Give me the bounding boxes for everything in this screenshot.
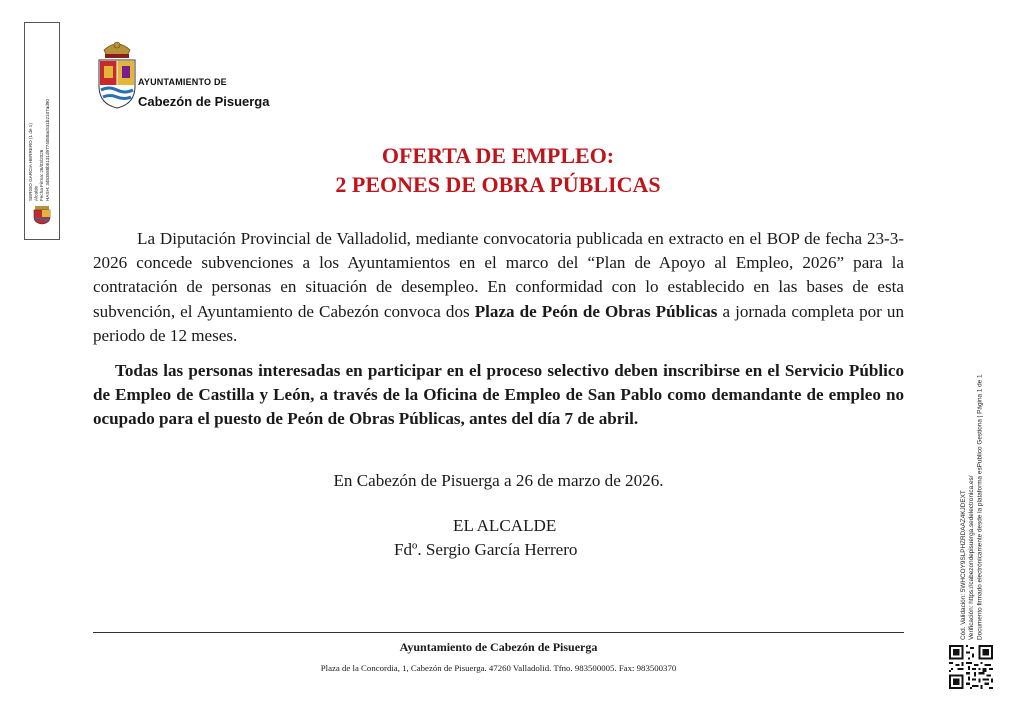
org-name-bottom: Cabezón de Pisuerga: [138, 94, 270, 109]
signature-stamp-line: SERGIO GARCIA HERRERO (1 de 1): [28, 123, 33, 201]
paragraph-bold-text: Plaza de Peón de Obras Públicas: [474, 301, 718, 321]
paragraph-text: a jornada completa por un periodo de 12 meses.: [93, 301, 905, 345]
signature-stamp-line: Alcalde: [33, 185, 39, 201]
verification-strip: [960, 334, 1002, 640]
signature-stamp-line: HASH: 3483588b5131d9774058ac531b2107ad90: [44, 99, 50, 201]
paragraph-convocatoria: [93, 227, 904, 348]
qr-code-icon[interactable]: [949, 645, 993, 689]
paragraph-instructions: Todas las personas interesadas en participar en el proceso selectivo deben inscribirse en el Servicio Público de Empleo de Castilla y León, a través de la Oficina de Empleo de San Pablo como demandante de empleo no ocupado para el puesto de Peón de Obras Públicas, antes del día 7 de abril.: [93, 361, 904, 429]
coat-of-arms-icon: [96, 40, 138, 112]
document-title-line-1: OFERTA DE EMPLEO:: [381, 143, 615, 168]
verification-text: [960, 334, 1002, 640]
document-title-line-2: 2 PEONES DE OBRA PÚBLICAS: [335, 172, 661, 197]
verification-line: Documento firmado electrónicamente desde la plataforma esPublico Gestiona | Página 1 de 1: [976, 374, 984, 640]
paragraph-text: La Diputación Provincial de Valladolid, mediante convocatoria publicada en extracto en el BOP de fecha 23-3-2026 concede subvenciones a los Ayuntamientos en el marco del “Plan de Apoyo al Empleo, 2026” para la contratación de personas en situación de desempleo. En conformidad con lo establecido en las bases de esta subvención, el Ayuntamiento de Cabezón convoca dos: [93, 229, 904, 321]
mayor-title: EL ALCALDE: [453, 516, 557, 535]
coat-of-arms-small-icon: [30, 205, 54, 225]
footer-address: Plaza de la Concordia, 1, Cabezón de Pisuerga. 47260 Valladolid. Tfno. 983500005. Fax: 983500370: [320, 663, 677, 673]
verification-line: Cód. Validación: 5WHCOY9SLPHZRDAAZ4KJDEXT: [960, 490, 967, 640]
org-name-top: AYUNTAMIENTO DE: [138, 77, 227, 87]
signature-stamp-line: Fecha Firma: 26/03/2026: [39, 149, 45, 201]
footer-divider: [93, 632, 904, 633]
date-line: En Cabezón de Pisuerga a 26 de marzo de 2026.: [333, 471, 664, 490]
signature-stamp-text: [28, 31, 54, 201]
footer-org-name: Ayuntamiento de Cabezón de Pisuerga: [399, 640, 598, 654]
verification-line: Verificación: https://cabezondepisuerga.sedelectronica.es/: [968, 475, 976, 640]
signature-stamp-box: [24, 22, 60, 240]
signature-line: Fdº. Sergio García Herrero: [394, 540, 578, 559]
